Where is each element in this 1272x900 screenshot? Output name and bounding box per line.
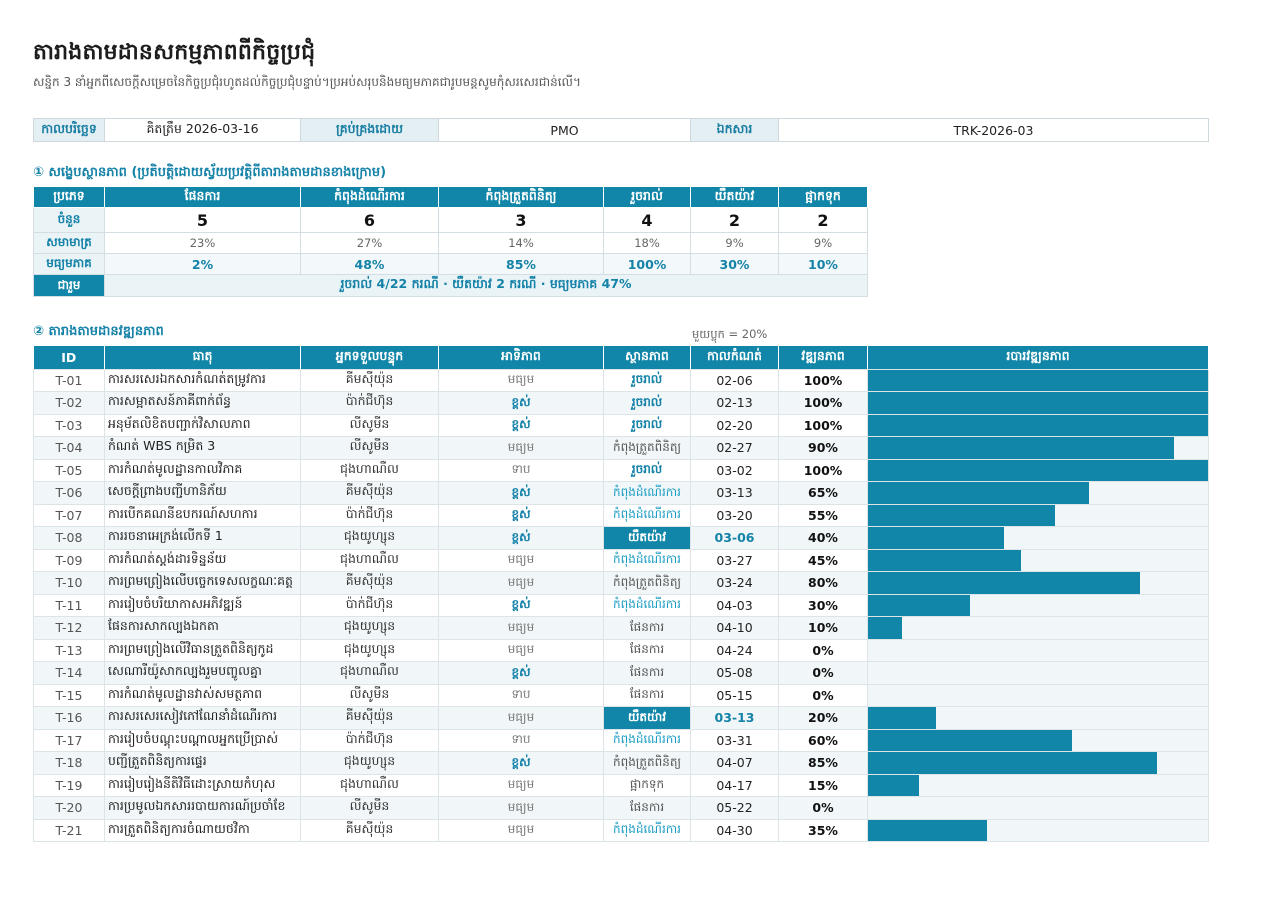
summary-pct-label: សមាមាត្រ bbox=[34, 233, 105, 254]
table-row[interactable] bbox=[34, 504, 1209, 527]
task-progress-bar-fill bbox=[868, 549, 1021, 572]
summary-avg-cell: 10% bbox=[779, 254, 868, 275]
task-item[interactable]: ការសម្អាតសន៍ភាគីពាក់ព័ន្ធ bbox=[105, 392, 301, 415]
task-id: T-05 bbox=[34, 459, 105, 482]
task-due[interactable]: 02-20 bbox=[691, 414, 779, 437]
table-row[interactable] bbox=[34, 617, 1209, 640]
task-due[interactable]: 04-17 bbox=[691, 774, 779, 797]
meta-doc-value[interactable]: TRK-2026-03 bbox=[779, 119, 1209, 142]
task-item[interactable]: ការព្រមព្រៀងលើបច្ចេកទេសលក្ខណៈគត្ត bbox=[105, 572, 301, 595]
task-owner[interactable]: ប៉ាក់ជីហ៊ុន bbox=[301, 729, 439, 752]
task-progress-bar bbox=[868, 392, 1209, 415]
task-owner[interactable]: ជុងហាណឺល bbox=[301, 459, 439, 482]
summary-header-label: ប្រភេទ bbox=[34, 187, 105, 208]
tracking-col-header: អ្នកទទួលបន្ទុក bbox=[301, 346, 439, 369]
summary-col-header: ផ្អាកទុក bbox=[779, 187, 868, 208]
task-owner[interactable]: ជុងយូហ្សុន bbox=[301, 752, 439, 775]
task-progress[interactable]: 85% bbox=[779, 752, 868, 775]
task-priority[interactable]: ខ្ពស់ bbox=[439, 662, 604, 685]
task-id: T-01 bbox=[34, 369, 105, 392]
task-id: T-06 bbox=[34, 482, 105, 505]
task-progress[interactable]: 20% bbox=[779, 707, 868, 730]
summary-count-cell: 6 bbox=[301, 208, 439, 233]
task-progress[interactable]: 30% bbox=[779, 594, 868, 617]
summary-count-cell: 3 bbox=[439, 208, 604, 233]
task-progress-bar-fill bbox=[868, 572, 1140, 595]
task-item[interactable]: ផែនការសាកល្បងឯកតា bbox=[105, 617, 301, 640]
table-row[interactable] bbox=[34, 594, 1209, 617]
task-progress[interactable]: 15% bbox=[779, 774, 868, 797]
task-due[interactable]: 03-20 bbox=[691, 504, 779, 527]
task-priority[interactable]: ទាប bbox=[439, 459, 604, 482]
task-item[interactable]: ការបើកគណនីឧបករណ៍សហការ bbox=[105, 504, 301, 527]
table-row[interactable] bbox=[34, 662, 1209, 685]
task-owner[interactable]: ជុងយូហ្សុន bbox=[301, 639, 439, 662]
task-id: T-20 bbox=[34, 797, 105, 820]
task-priority[interactable]: មធ្យម bbox=[439, 819, 604, 842]
task-progress-bar bbox=[868, 662, 1209, 685]
task-progress[interactable]: 90% bbox=[779, 437, 868, 460]
task-id: T-16 bbox=[34, 707, 105, 730]
task-id: T-19 bbox=[34, 774, 105, 797]
table-row[interactable] bbox=[34, 549, 1209, 572]
summary-pct-cell: 9% bbox=[691, 233, 779, 254]
summary-count-cell: 4 bbox=[604, 208, 691, 233]
task-item[interactable]: ការសរសេរឯកសារកំណត់តម្រូវការ bbox=[105, 369, 301, 392]
task-progress[interactable]: 60% bbox=[779, 729, 868, 752]
task-status[interactable]: កំពុងដំណើរការ bbox=[604, 819, 691, 842]
task-status[interactable]: កំពុងត្រួតពិនិត្យ bbox=[604, 572, 691, 595]
table-row[interactable] bbox=[34, 707, 1209, 730]
task-progress-bar bbox=[868, 414, 1209, 437]
task-item[interactable]: ការប្រមូលឯកសាររបាយការណ៍ប្រចាំខែ bbox=[105, 797, 301, 820]
task-progress-bar-fill bbox=[868, 392, 1208, 415]
task-due[interactable]: 05-08 bbox=[691, 662, 779, 685]
task-status[interactable]: យឺតយ៉ាវ bbox=[604, 707, 691, 730]
task-priority[interactable]: មធ្យម bbox=[439, 707, 604, 730]
task-priority[interactable]: មធ្យម bbox=[439, 549, 604, 572]
summary-pct-cell: 9% bbox=[779, 233, 868, 254]
summary-count-cell: 2 bbox=[779, 208, 868, 233]
task-priority[interactable]: មធ្យម bbox=[439, 639, 604, 662]
task-id: T-15 bbox=[34, 684, 105, 707]
task-status[interactable]: កំពុងដំណើរការ bbox=[604, 729, 691, 752]
task-item[interactable]: ការត្រួតពិនិត្យការចំណាយថវិកា bbox=[105, 819, 301, 842]
tracking-section-title: ② តារាងតាមដានវឌ្ឍនភាព bbox=[33, 324, 164, 339]
task-id: T-03 bbox=[34, 414, 105, 437]
meta-date-label: កាលបរិច្ឆេទ bbox=[34, 119, 105, 142]
task-status[interactable]: រួចរាល់ bbox=[604, 392, 691, 415]
task-progress[interactable]: 40% bbox=[779, 527, 868, 550]
task-owner[interactable]: ជុងហាណឺល bbox=[301, 662, 439, 685]
tracking-col-header: ស្ថានភាព bbox=[604, 346, 691, 369]
table-row[interactable] bbox=[34, 639, 1209, 662]
task-priority[interactable]: ខ្ពស់ bbox=[439, 504, 604, 527]
summary-avg-label: មធ្យមភាគ bbox=[34, 254, 105, 275]
task-status[interactable]: ផែនការ bbox=[604, 662, 691, 685]
page-subtitle: សន្និក 3 នាំអ្នកពីសេចក្ដីសម្រេចនៃកិច្ចប្រជុំរហូតដល់កិច្ចប្រជុំបន្ទាប់។ប្រអប់សរុបនិងមធ្យមភាគជារូបមន្តសូមកុំសរសេរជាន់លើ។ bbox=[33, 75, 581, 89]
table-row[interactable] bbox=[34, 572, 1209, 595]
task-progress-bar bbox=[868, 594, 1209, 617]
task-status[interactable]: កំពុងត្រួតពិនិត្យ bbox=[604, 752, 691, 775]
table-row[interactable] bbox=[34, 482, 1209, 505]
table-row[interactable] bbox=[34, 819, 1209, 842]
task-due[interactable]: 03-13 bbox=[691, 482, 779, 505]
task-progress-bar-fill bbox=[868, 504, 1055, 527]
meta-owner-label: គ្រប់គ្រងដោយ bbox=[301, 119, 439, 142]
task-priority[interactable]: មធ្យម bbox=[439, 797, 604, 820]
summary-total-text: រួចរាល់ 4/22 ករណី · យឺតយ៉ាវ 2 ករណី · មធ្យមភាគ 47% bbox=[105, 275, 868, 297]
table-row[interactable] bbox=[34, 729, 1209, 752]
task-progress-bar bbox=[868, 527, 1209, 550]
meta-owner-value[interactable]: PMO bbox=[439, 119, 691, 142]
tracking-col-header: ធាតុ bbox=[105, 346, 301, 369]
tracking-col-header: អាទិភាព bbox=[439, 346, 604, 369]
task-progress[interactable]: 0% bbox=[779, 662, 868, 685]
task-item[interactable]: ការរចនាអេក្រង់លើកទី 1 bbox=[105, 527, 301, 550]
task-due[interactable]: 04-24 bbox=[691, 639, 779, 662]
task-item[interactable]: សេចក្ដីព្រាងបញ្ជីហានិភ័យ bbox=[105, 482, 301, 505]
task-progress-bar-fill bbox=[868, 527, 1004, 550]
task-progress-bar bbox=[868, 797, 1209, 820]
meta-table bbox=[33, 118, 1209, 142]
task-id: T-10 bbox=[34, 572, 105, 595]
table-row[interactable] bbox=[34, 369, 1209, 392]
task-status[interactable]: ផែនការ bbox=[604, 684, 691, 707]
task-item[interactable]: ការរៀបចំបណ្តុះបណ្តាលអ្នកប្រើប្រាស់ bbox=[105, 729, 301, 752]
task-progress-bar-fill bbox=[868, 707, 936, 730]
task-item[interactable]: សេណារីយ៉ូសាកល្បងរួមបញ្ចូលគ្នា bbox=[105, 662, 301, 685]
task-id: T-11 bbox=[34, 594, 105, 617]
task-progress[interactable]: 45% bbox=[779, 549, 868, 572]
task-priority[interactable]: ខ្ពស់ bbox=[439, 752, 604, 775]
task-priority[interactable]: មធ្យម bbox=[439, 774, 604, 797]
table-row[interactable] bbox=[34, 437, 1209, 460]
task-due[interactable]: 04-07 bbox=[691, 752, 779, 775]
summary-pct-cell: 18% bbox=[604, 233, 691, 254]
task-progress-bar bbox=[868, 729, 1209, 752]
meta-date-value[interactable]: គិតត្រឹម 2026-03-16 bbox=[105, 119, 301, 142]
task-owner[interactable]: លីសូមីន bbox=[301, 437, 439, 460]
summary-pct-cell: 27% bbox=[301, 233, 439, 254]
task-progress-bar bbox=[868, 617, 1209, 640]
task-owner[interactable]: ជុងយូហ្សុន bbox=[301, 617, 439, 640]
task-progress-bar-fill bbox=[868, 482, 1089, 505]
task-id: T-04 bbox=[34, 437, 105, 460]
task-owner[interactable]: គីមស៊ីយ៉ុន bbox=[301, 369, 439, 392]
summary-table bbox=[33, 186, 868, 297]
summary-total-label: ជារួម bbox=[34, 275, 105, 297]
task-progress-bar bbox=[868, 819, 1209, 842]
task-progress[interactable]: 10% bbox=[779, 617, 868, 640]
task-owner[interactable]: គីមស៊ីយ៉ុន bbox=[301, 819, 439, 842]
task-progress-bar bbox=[868, 774, 1209, 797]
task-progress-bar bbox=[868, 639, 1209, 662]
task-item[interactable]: ការរៀបចំបរិយាកាសអភិវឌ្ឍន៍ bbox=[105, 594, 301, 617]
task-progress-bar bbox=[868, 369, 1209, 392]
summary-count-label: ចំនួន bbox=[34, 208, 105, 233]
task-item[interactable]: ការកំណត់មូលដ្ឋានវាស់សមត្ថភាព bbox=[105, 684, 301, 707]
tracking-col-header: កាលកំណត់ bbox=[691, 346, 779, 369]
task-progress[interactable]: 100% bbox=[779, 392, 868, 415]
task-due[interactable]: 02-13 bbox=[691, 392, 779, 415]
summary-pct-cell: 23% bbox=[105, 233, 301, 254]
table-row[interactable] bbox=[34, 684, 1209, 707]
task-owner[interactable]: លីសូមីន bbox=[301, 797, 439, 820]
summary-avg-cell: 48% bbox=[301, 254, 439, 275]
task-status[interactable]: ផែនការ bbox=[604, 797, 691, 820]
task-progress-bar bbox=[868, 504, 1209, 527]
task-progress[interactable]: 100% bbox=[779, 459, 868, 482]
table-row[interactable] bbox=[34, 797, 1209, 820]
task-due[interactable]: 04-10 bbox=[691, 617, 779, 640]
summary-avg-cell: 30% bbox=[691, 254, 779, 275]
task-due[interactable]: 03-24 bbox=[691, 572, 779, 595]
task-status[interactable]: រួចរាល់ bbox=[604, 414, 691, 437]
task-progress-bar-fill bbox=[868, 729, 1072, 752]
task-progress[interactable]: 0% bbox=[779, 639, 868, 662]
task-due[interactable]: 03-27 bbox=[691, 549, 779, 572]
task-due[interactable]: 05-22 bbox=[691, 797, 779, 820]
task-id: T-02 bbox=[34, 392, 105, 415]
task-progress[interactable]: 80% bbox=[779, 572, 868, 595]
task-status[interactable]: រួចរាល់ bbox=[604, 369, 691, 392]
task-id: T-21 bbox=[34, 819, 105, 842]
task-id: T-14 bbox=[34, 662, 105, 685]
task-owner[interactable]: ជុងយូហ្សុន bbox=[301, 527, 439, 550]
task-progress-bar bbox=[868, 437, 1209, 460]
task-priority[interactable]: មធ្យម bbox=[439, 437, 604, 460]
task-status[interactable]: រួចរាល់ bbox=[604, 459, 691, 482]
task-progress-bar bbox=[868, 572, 1209, 595]
summary-col-header: យឺតយ៉ាវ bbox=[691, 187, 779, 208]
tracking-col-header: របារវឌ្ឍនភាព bbox=[868, 346, 1209, 369]
task-priority[interactable]: មធ្យម bbox=[439, 572, 604, 595]
task-priority[interactable]: ខ្ពស់ bbox=[439, 594, 604, 617]
task-priority[interactable]: ខ្ពស់ bbox=[439, 527, 604, 550]
task-priority[interactable]: ខ្ពស់ bbox=[439, 482, 604, 505]
meta-doc-label: ឯកសារ bbox=[691, 119, 779, 142]
task-progress-bar-fill bbox=[868, 459, 1208, 482]
task-id: T-09 bbox=[34, 549, 105, 572]
task-status[interactable]: កំពុងដំណើរការ bbox=[604, 594, 691, 617]
summary-count-cell: 5 bbox=[105, 208, 301, 233]
task-progress[interactable]: 100% bbox=[779, 369, 868, 392]
summary-pct-cell: 14% bbox=[439, 233, 604, 254]
task-due[interactable]: 03-13 bbox=[691, 707, 779, 730]
task-due[interactable]: 04-03 bbox=[691, 594, 779, 617]
table-row[interactable] bbox=[34, 527, 1209, 550]
table-row[interactable] bbox=[34, 459, 1209, 482]
tracking-table bbox=[33, 346, 1209, 842]
task-progress[interactable]: 0% bbox=[779, 684, 868, 707]
task-progress-bar-fill bbox=[868, 594, 970, 617]
task-progress-bar-fill bbox=[868, 819, 987, 842]
task-due[interactable]: 03-31 bbox=[691, 729, 779, 752]
task-due[interactable]: 02-27 bbox=[691, 437, 779, 460]
task-status[interactable]: ផែនការ bbox=[604, 639, 691, 662]
task-priority[interactable]: មធ្យម bbox=[439, 617, 604, 640]
task-owner[interactable]: ជុងហាណឺល bbox=[301, 774, 439, 797]
task-progress-bar bbox=[868, 549, 1209, 572]
page-title: តារាងតាមដានសកម្មភាពពីកិច្ចប្រជុំ bbox=[33, 40, 316, 65]
task-progress-bar-fill bbox=[868, 414, 1208, 437]
task-item[interactable]: បញ្ជីត្រួតពិនិត្យការផ្ទេរ bbox=[105, 752, 301, 775]
task-item[interactable]: កំណត់ WBS កម្រិត 3 bbox=[105, 437, 301, 460]
task-due[interactable]: 02-06 bbox=[691, 369, 779, 392]
task-owner[interactable]: លីសូមីន bbox=[301, 684, 439, 707]
tracking-col-header: ID bbox=[34, 346, 105, 369]
summary-col-header: កំពុងដំណើរការ bbox=[301, 187, 439, 208]
task-owner[interactable]: ប៉ាក់ជីហ៊ុន bbox=[301, 392, 439, 415]
tracking-col-header: វឌ្ឍនភាព bbox=[779, 346, 868, 369]
task-progress-bar-fill bbox=[868, 369, 1208, 392]
task-id: T-08 bbox=[34, 527, 105, 550]
task-progress[interactable]: 100% bbox=[779, 414, 868, 437]
task-due[interactable]: 05-15 bbox=[691, 684, 779, 707]
summary-avg-cell: 2% bbox=[105, 254, 301, 275]
task-progress[interactable]: 55% bbox=[779, 504, 868, 527]
summary-col-header: កំពុងត្រួតពិនិត្យ bbox=[439, 187, 604, 208]
table-row[interactable] bbox=[34, 752, 1209, 775]
summary-section-title: ① សង្ខេបស្ថានភាព (ប្រតិបត្តិដោយស្វ័យប្រវត្តិពីតារាងតាមដានខាងក្រោម) bbox=[33, 165, 387, 180]
task-item[interactable]: ការកំណត់ស្តង់ដារទិន្នន័យ bbox=[105, 549, 301, 572]
task-item[interactable]: អនុម័តលិខិតបញ្ជាក់វិសាលភាព bbox=[105, 414, 301, 437]
task-due[interactable]: 04-30 bbox=[691, 819, 779, 842]
task-status[interactable]: កំពុងដំណើរការ bbox=[604, 549, 691, 572]
task-owner[interactable]: ប៉ាក់ជីហ៊ុន bbox=[301, 594, 439, 617]
task-status[interactable]: កំពុងត្រួតពិនិត្យ bbox=[604, 437, 691, 460]
task-priority[interactable]: ខ្ពស់ bbox=[439, 414, 604, 437]
task-progress-bar bbox=[868, 707, 1209, 730]
task-owner[interactable]: គីមស៊ីយ៉ុន bbox=[301, 572, 439, 595]
task-status[interactable]: ផែនការ bbox=[604, 617, 691, 640]
task-progress-bar-fill bbox=[868, 774, 919, 797]
summary-col-header: រួចរាល់ bbox=[604, 187, 691, 208]
summary-col-header: ផែនការ bbox=[105, 187, 301, 208]
task-owner[interactable]: ជុងហាណឺល bbox=[301, 549, 439, 572]
summary-avg-cell: 100% bbox=[604, 254, 691, 275]
task-due[interactable]: 03-02 bbox=[691, 459, 779, 482]
task-progress-bar bbox=[868, 459, 1209, 482]
table-row[interactable] bbox=[34, 774, 1209, 797]
task-status[interactable]: យឺតយ៉ាវ bbox=[604, 527, 691, 550]
task-progress-bar-fill bbox=[868, 617, 902, 640]
task-item[interactable]: ការរៀបរៀងនីតិវិធីដោះស្រាយកំហុស bbox=[105, 774, 301, 797]
task-owner[interactable]: លីសូមីន bbox=[301, 414, 439, 437]
task-id: T-13 bbox=[34, 639, 105, 662]
task-status[interactable]: ផ្អាកទុក bbox=[604, 774, 691, 797]
task-priority[interactable]: ខ្ពស់ bbox=[439, 392, 604, 415]
task-id: T-12 bbox=[34, 617, 105, 640]
scale-note: មួយប្លុក = 20% bbox=[692, 327, 768, 341]
task-status[interactable]: កំពុងដំណើរការ bbox=[604, 482, 691, 505]
task-progress[interactable]: 35% bbox=[779, 819, 868, 842]
summary-avg-cell: 85% bbox=[439, 254, 604, 275]
task-status[interactable]: កំពុងដំណើរការ bbox=[604, 504, 691, 527]
task-id: T-07 bbox=[34, 504, 105, 527]
task-due[interactable]: 03-06 bbox=[691, 527, 779, 550]
task-priority[interactable]: ទាប bbox=[439, 729, 604, 752]
task-owner[interactable]: គីមស៊ីយ៉ុន bbox=[301, 482, 439, 505]
task-progress-bar bbox=[868, 752, 1209, 775]
table-row[interactable] bbox=[34, 414, 1209, 437]
task-priority[interactable]: មធ្យម bbox=[439, 369, 604, 392]
task-progress-bar-fill bbox=[868, 437, 1174, 460]
task-item[interactable]: ការព្រមព្រៀងលើវិធានត្រួតពិនិត្យកូដ bbox=[105, 639, 301, 662]
task-priority[interactable]: ទាប bbox=[439, 684, 604, 707]
task-progress-bar bbox=[868, 684, 1209, 707]
task-item[interactable]: ការសរសេរសៀវភៅណែនាំដំណើរការ bbox=[105, 707, 301, 730]
task-progress-bar bbox=[868, 482, 1209, 505]
task-progress-bar-fill bbox=[868, 752, 1157, 775]
task-progress[interactable]: 0% bbox=[779, 797, 868, 820]
task-item[interactable]: ការកំណត់មូលដ្ឋានកាលវិភាគ bbox=[105, 459, 301, 482]
task-progress[interactable]: 65% bbox=[779, 482, 868, 505]
task-owner[interactable]: ប៉ាក់ជីហ៊ុន bbox=[301, 504, 439, 527]
task-id: T-18 bbox=[34, 752, 105, 775]
task-id: T-17 bbox=[34, 729, 105, 752]
table-row[interactable] bbox=[34, 392, 1209, 415]
task-owner[interactable]: គីមស៊ីយ៉ុន bbox=[301, 707, 439, 730]
summary-count-cell: 2 bbox=[691, 208, 779, 233]
